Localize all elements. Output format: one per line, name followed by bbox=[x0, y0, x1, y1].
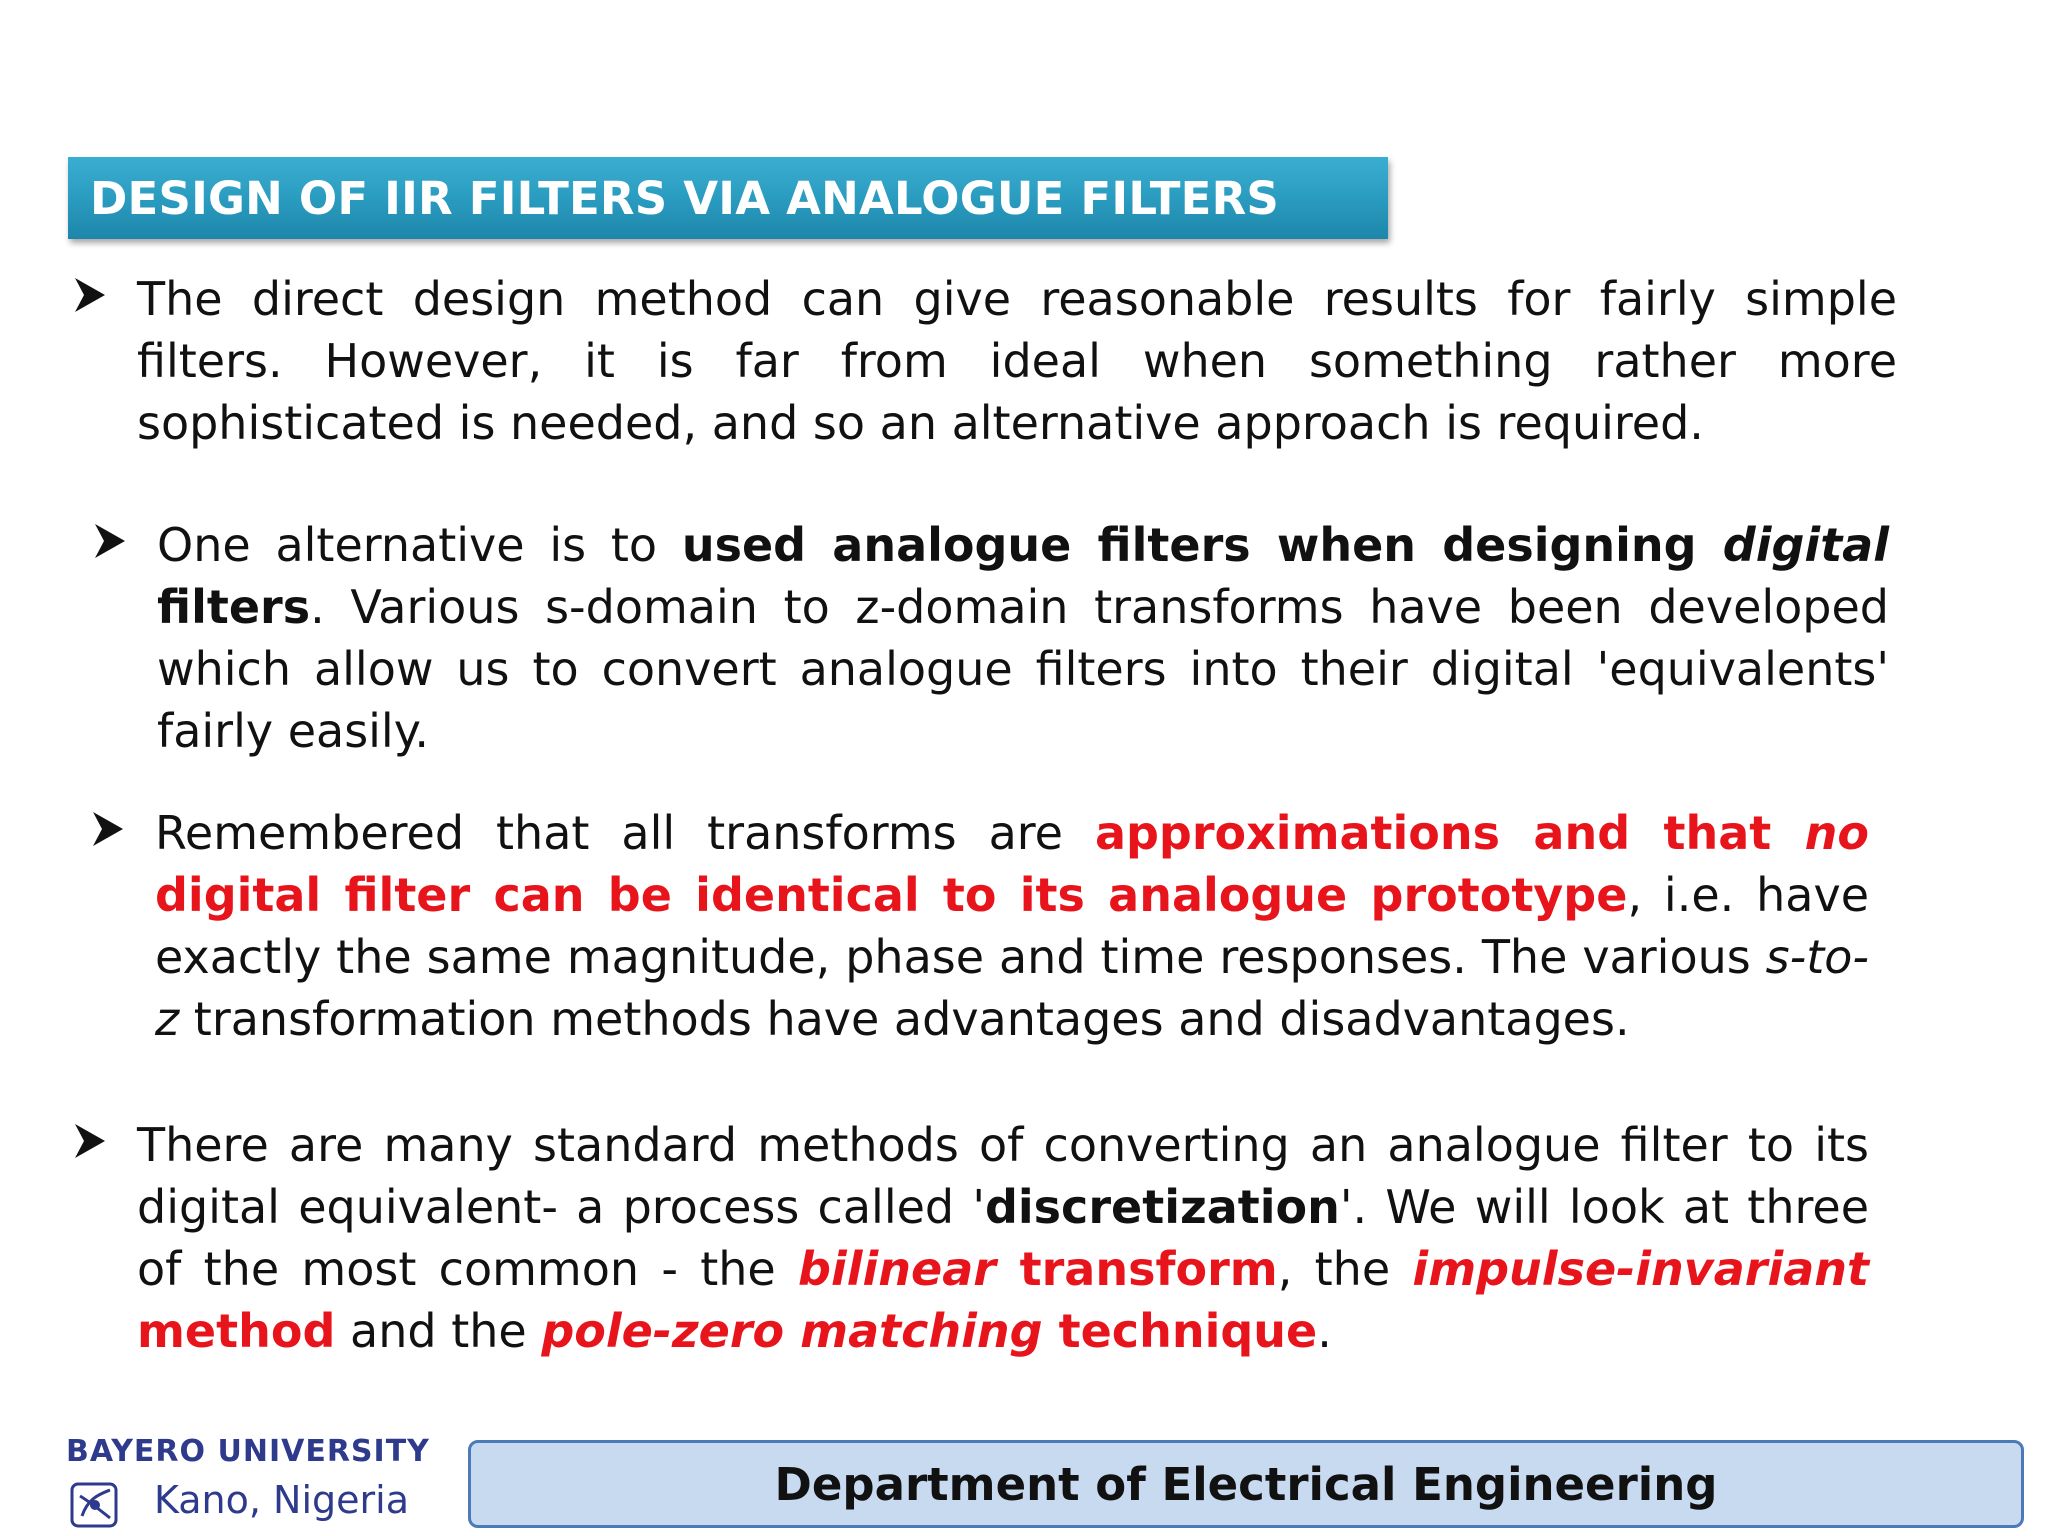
bullet-run: transform bbox=[995, 1242, 1278, 1296]
bullet-run: no bbox=[1804, 806, 1869, 860]
bullet-run: '. We will look at three of the most common - the bbox=[137, 1180, 1869, 1296]
bullet-text-3 bbox=[155, 806, 1869, 1046]
university-logo bbox=[64, 1434, 454, 1530]
bullet-run: pole-zero matching bbox=[541, 1304, 1043, 1358]
bullet-run: There are many standard methods of converting an analogue filter to its digital equivalent- a process called ' bbox=[137, 1118, 1869, 1234]
bullet-item-1 bbox=[137, 268, 1897, 454]
logo-location: Kano, Nigeria bbox=[154, 1478, 409, 1522]
bullet-run: and the bbox=[335, 1304, 542, 1358]
bullet-run: s-to-z bbox=[155, 930, 1869, 1046]
bullet-text-2 bbox=[157, 518, 1889, 758]
bullet-run: impulse-invariant bbox=[1412, 1242, 1870, 1296]
bullet-run: bilinear bbox=[798, 1242, 996, 1296]
bullet-run: filters bbox=[157, 580, 311, 634]
bullet-run: The direct design method can give reasonable results for fairly simple filters. However, it is far from ideal when something rather more sophisticated is needed, and so an alternative approach is required. bbox=[137, 272, 1897, 450]
bullet-run: transformation methods have advantages and disadvantages. bbox=[179, 992, 1630, 1046]
bullet-run: One alternative is to bbox=[157, 518, 682, 572]
bullet-item-2 bbox=[157, 514, 1889, 762]
department-footer bbox=[468, 1440, 2024, 1528]
bullet-run: used analogue filters when designing bbox=[681, 518, 1723, 572]
bullet-item-4 bbox=[137, 1114, 1869, 1362]
bullet-text-1 bbox=[137, 272, 1897, 450]
bullet-run: Remembered that all transforms are bbox=[155, 806, 1095, 860]
bullet-run: approximations and that bbox=[1094, 806, 1805, 860]
arrowhead-bullet-icon bbox=[75, 278, 105, 312]
bullet-run: technique bbox=[1042, 1304, 1318, 1358]
bullet-run: discretization bbox=[984, 1180, 1340, 1234]
bullet-run: digital filter can be identical to its analogue prototype bbox=[155, 868, 1628, 922]
arrowhead-bullet-icon bbox=[75, 1124, 105, 1158]
bullet-run: , the bbox=[1277, 1242, 1413, 1296]
bullet-run: , i.e. have exactly the same magnitude, phase and time responses. The various bbox=[155, 868, 1869, 984]
bullet-text-4 bbox=[137, 1118, 1869, 1358]
university-seal-icon bbox=[66, 1480, 126, 1530]
bullet-run: method bbox=[137, 1304, 336, 1358]
bullet-run: . Various s-domain to z-domain transforms have been developed which allow us to convert analogue filters into their digital 'equivalents' fairly easily. bbox=[157, 580, 1889, 758]
bullet-run: digital bbox=[1722, 518, 1889, 572]
department-name: Department of Electrical Engineering bbox=[774, 1457, 1718, 1511]
slide-title: DESIGN OF IIR FILTERS VIA ANALOGUE FILTERS bbox=[90, 171, 1280, 225]
bullet-run: . bbox=[1317, 1304, 1332, 1358]
logo-university-name: BAYERO UNIVERSITY bbox=[66, 1434, 430, 1469]
slide-title-bar bbox=[68, 157, 1388, 239]
bullet-item-3 bbox=[155, 802, 1869, 1050]
arrowhead-bullet-icon bbox=[95, 524, 125, 558]
arrowhead-bullet-icon bbox=[93, 812, 123, 846]
